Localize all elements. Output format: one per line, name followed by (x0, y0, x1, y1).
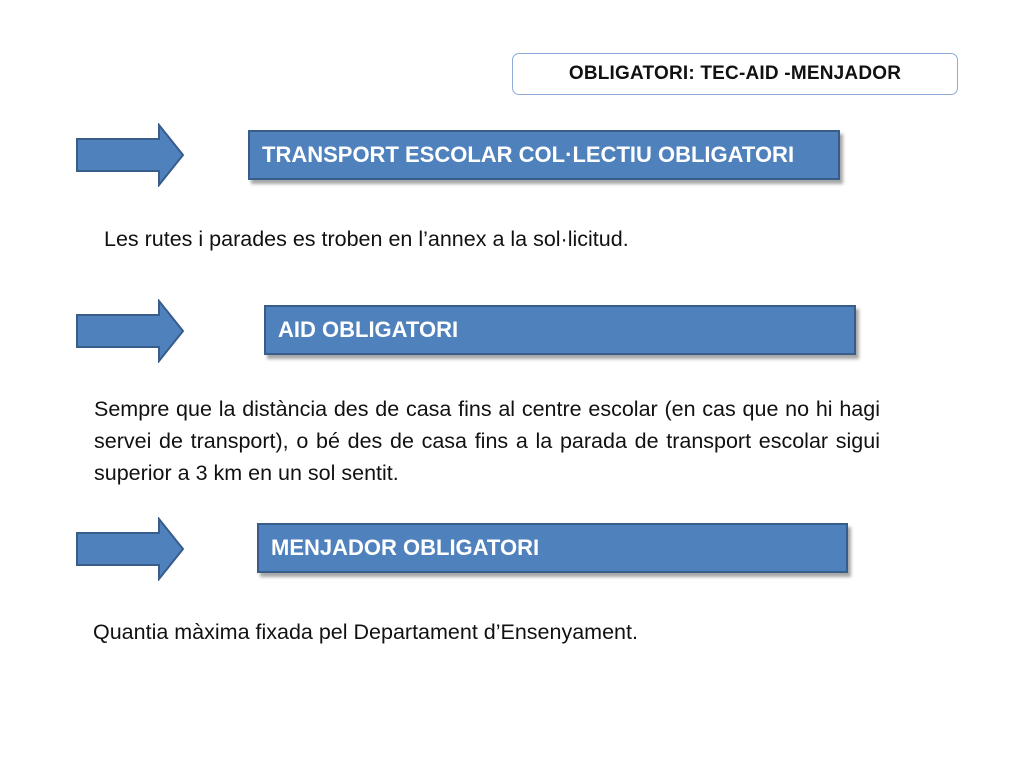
section-text-menjador (93, 616, 813, 648)
section-text-label: Quantia màxima fixada pel Departament d’Ensenyament. (93, 620, 638, 644)
right-arrow-icon (75, 123, 187, 187)
section-title-menjador (257, 523, 848, 573)
section-title-label: TRANSPORT ESCOLAR COL·LECTIU OBLIGATORI (262, 142, 795, 167)
right-arrow-icon (75, 517, 187, 581)
section-text-label: Les rutes i parades es troben en l’annex a la sol·licitud. (104, 227, 629, 251)
section-title-transport (248, 130, 840, 180)
right-arrow-icon (75, 299, 187, 363)
section-text-aid (94, 393, 880, 489)
header-badge (512, 53, 958, 95)
section-title-label: MENJADOR OBLIGATORI (271, 535, 540, 560)
header-badge-label: OBLIGATORI: TEC-AID -MENJADOR (568, 63, 902, 84)
section-title-aid (264, 305, 856, 355)
section-title-label: AID OBLIGATORI (278, 317, 459, 342)
section-text-label: Sempre que la distància des de casa fins al centre escolar (en cas que no hi hagi servei de transport), o bé des de casa fins a la parada de transport escolar sigui superior a 3 km en un sol sentit. (94, 397, 880, 485)
section-text-transport (104, 223, 804, 255)
